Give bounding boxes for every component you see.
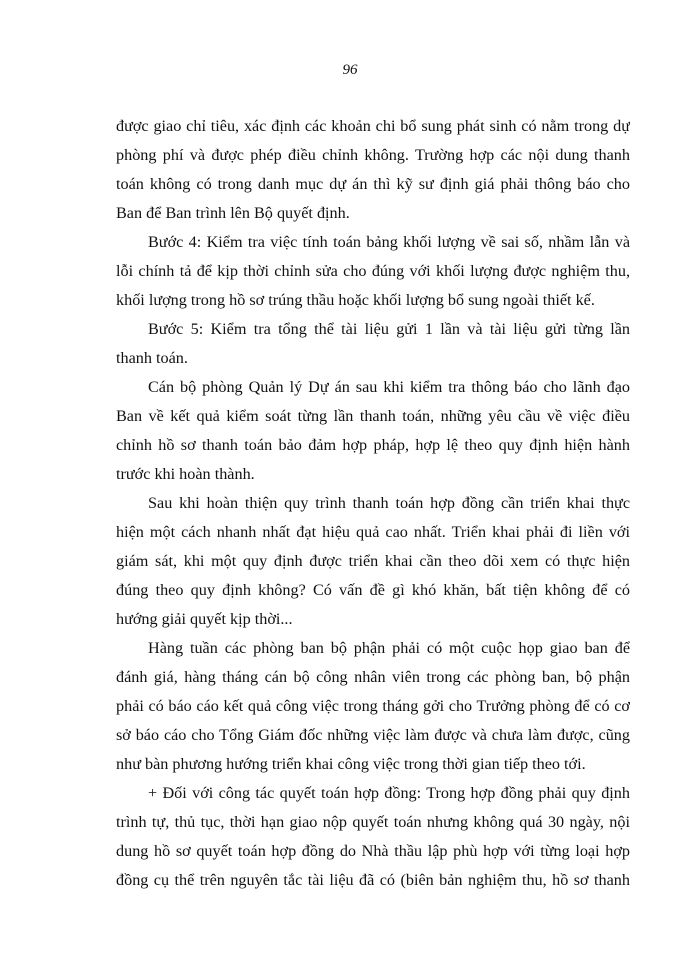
paragraph-6-line-5: như bàn phương hướng triển khai công việc trong thời gian tiếp theo tới.: [116, 755, 586, 773]
paragraph-6-line-2: đánh giá, hàng tháng cán bộ công nhân viên trong các phòng ban, bộ phận: [116, 668, 630, 686]
paragraph-4-line-2: Ban về kết quả kiểm soát từng lần thanh toán, những yêu cầu về việc điều: [116, 407, 630, 425]
paragraph-4-line-1: Cán bộ phòng Quản lý Dự án sau khi kiểm tra thông báo cho lãnh đạo: [148, 378, 630, 396]
paragraph-1-line-4: Ban để Ban trình lên Bộ quyết định.: [116, 204, 350, 222]
paragraph-4-line-4: trước khi hoàn thành.: [116, 465, 255, 483]
paragraph-1-line-1: được giao chỉ tiêu, xác định các khoản chi bổ sung phát sinh có nằm trong dự: [116, 117, 630, 135]
paragraph-4-line-3: chỉnh hồ sơ thanh toán bảo đảm hợp pháp, hợp lệ theo quy định hiện hành: [116, 436, 630, 454]
paragraph-6-line-3: phải có báo cáo kết quả công việc trong tháng gởi cho Trưởng phòng để có cơ: [116, 697, 630, 715]
paragraph-6-line-4: sở báo cáo cho Tổng Giám đốc những việc làm được và chưa làm được, cũng: [116, 726, 630, 744]
paragraph-5-line-3: giám sát, khi một quy định được triển khai cần theo dõi xem có thực hiện: [116, 552, 630, 570]
paragraph-2-line-1: Bước 4: Kiểm tra việc tính toán bảng khối lượng về sai số, nhầm lẫn và: [148, 233, 630, 251]
paragraph-3-line-2: thanh toán.: [116, 349, 188, 367]
paragraph-7-line-1: + Đối với công tác quyết toán hợp đồng: Trong hợp đồng phải quy định: [148, 784, 630, 802]
paragraph-1-line-3: toán không có trong danh mục dự án thì kỹ sư định giá phải thông báo cho: [116, 175, 630, 193]
page-number: 96: [342, 62, 358, 78]
paragraph-5-line-5: hướng giải quyết kịp thời...: [116, 610, 293, 628]
paragraph-6-line-1: Hàng tuần các phòng ban bộ phận phải có một cuộc họp giao ban để: [148, 639, 630, 657]
paragraph-5-line-1: Sau khi hoàn thiện quy trình thanh toán hợp đồng cần triển khai thực: [148, 494, 630, 512]
paragraph-5-line-4: đúng theo quy định không? Có vấn đề gì khó khăn, bất tiện không để có: [116, 581, 630, 599]
paragraph-2-line-3: khối lượng trong hồ sơ trúng thầu hoặc khối lượng bổ sung ngoài thiết kế.: [116, 291, 595, 309]
paragraph-3-line-1: Bước 5: Kiểm tra tổng thể tài liệu gửi 1 lần và tài liệu gửi từng lần: [148, 320, 630, 338]
paragraph-7-line-3: dung hồ sơ quyết toán hợp đồng do Nhà thầu lập phù hợp với từng loại hợp: [116, 842, 630, 860]
paragraph-7-line-4: đồng cụ thể trên nguyên tắc tài liệu đã có (biên bản nghiệm thu, hồ sơ thanh: [116, 871, 630, 889]
paragraph-5-line-2: hiện một cách nhanh nhất đạt hiệu quả cao nhất. Triển khai phải đi liền với: [116, 523, 630, 541]
paragraph-2-line-2: lỗi chính tả để kịp thời chỉnh sửa cho đúng với khối lượng được nghiệm thu,: [116, 262, 630, 280]
paragraph-1-line-2: phòng phí và được phép điều chỉnh không. Trường hợp các nội dung thanh: [116, 146, 630, 164]
paragraph-7-line-2: trình tự, thủ tục, thời hạn giao nộp quyết toán nhưng không quá 30 ngày, nội: [116, 813, 630, 831]
